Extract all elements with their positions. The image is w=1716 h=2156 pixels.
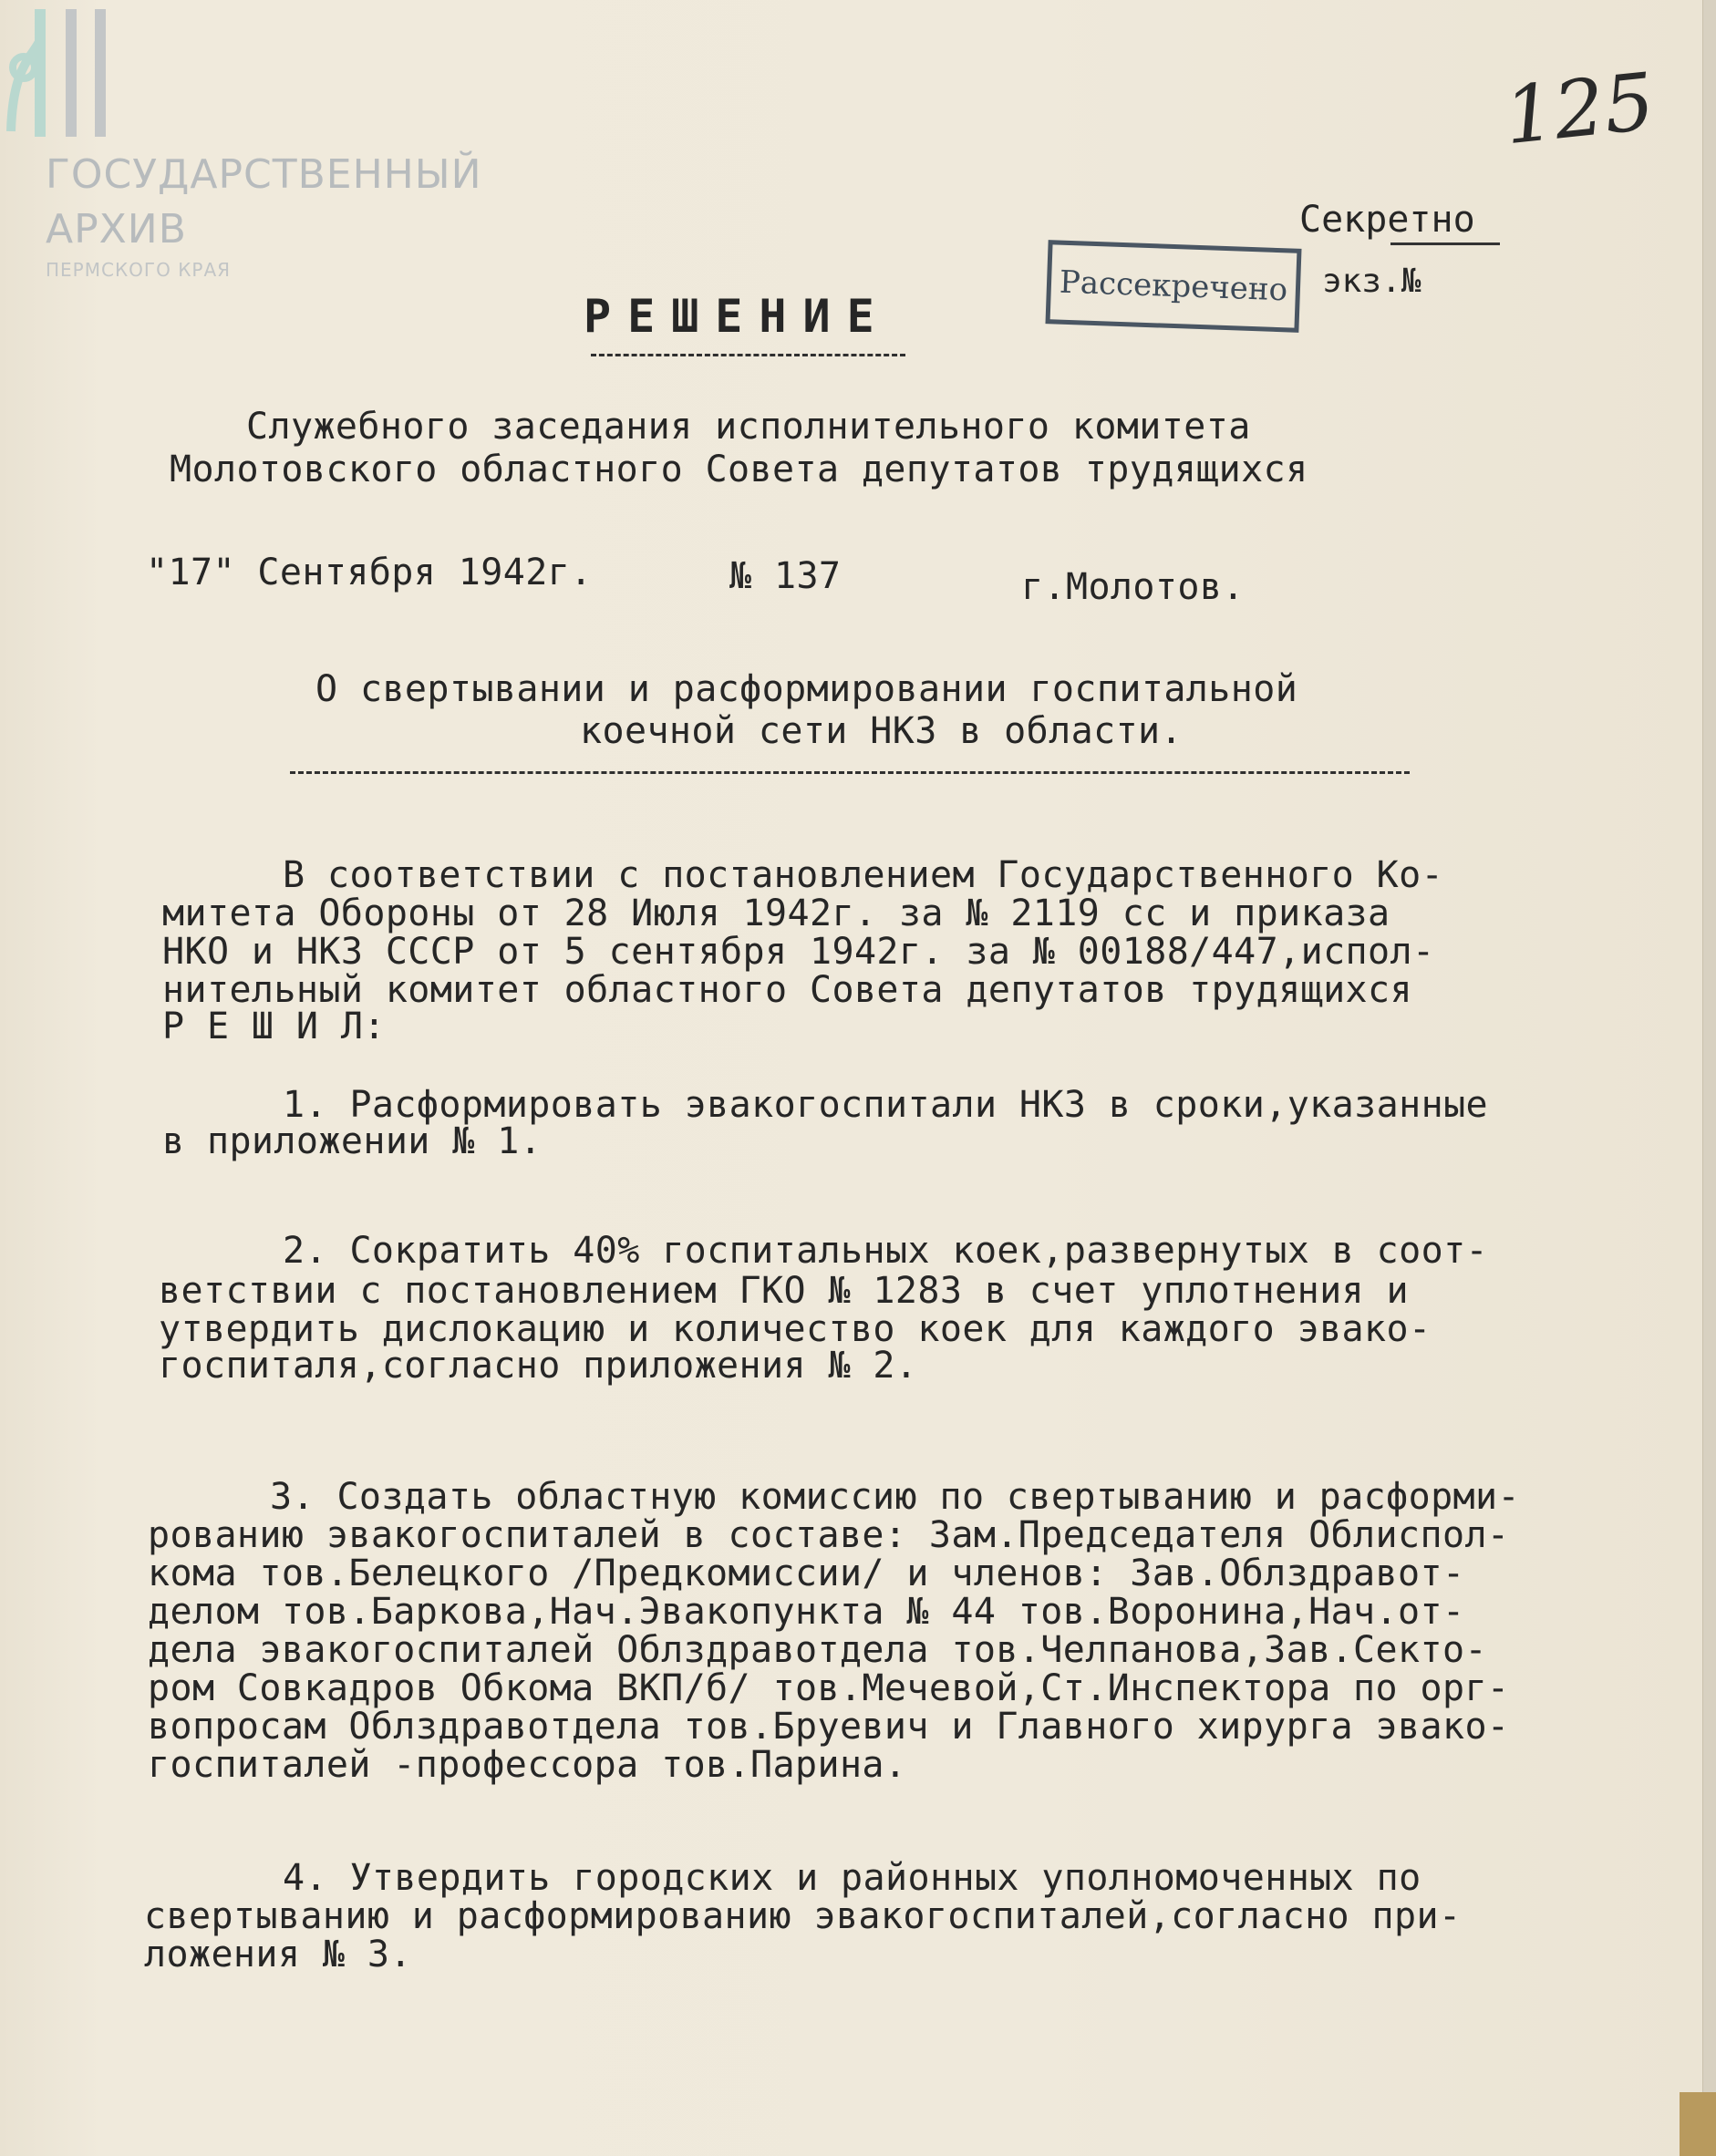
item-4-line: ложения № 3. [144, 1934, 412, 1975]
item-3-line: госпиталей -профессора тов.Парина. [148, 1744, 907, 1786]
document-date: "17" Сентября 1942г. [146, 552, 593, 593]
item-2-line: госпиталя,согласно приложения № 2. [159, 1345, 918, 1387]
preamble-line: НКО и НКЗ СССР от 5 сентября 1942г. за № 00188/447,испол- [162, 931, 1435, 973]
item-3-line: ром Совкадров Обкома ВКП/б/ тов.Мечевой,Ст.Инспектора по орг- [148, 1667, 1510, 1709]
archive-watermark [0, 0, 511, 292]
item-3-line: 3. Создать областную комиссию по свертыванию и расформи- [270, 1476, 1520, 1518]
header-line: Служебного заседания исполнительного комитета [246, 406, 1251, 448]
preamble-line: Р Е Ш И Л: [162, 1006, 386, 1047]
document-city: г.Молотов. [1021, 566, 1245, 608]
binding-corner [1680, 2092, 1716, 2156]
document-title: РЕШЕНИЕ [584, 290, 891, 343]
item-4-line: свертыванию и расформированию эвакогоспиталей,согласно при- [144, 1895, 1462, 1937]
item-3-line: делом тов.Баркова,Нач.Эвакопункта № 44 тов.Воронина,Нач.от- [148, 1591, 1465, 1633]
watermark-line-1: ГОСУДАРСТВЕННЫЙ [46, 151, 482, 198]
subject-line: О свертывании и расформировании госпитальной [315, 668, 1298, 710]
page-edge [1702, 0, 1716, 2156]
item-2-line: ветствии с постановлением ГКО № 1283 в счет уплотнения и [159, 1270, 1409, 1312]
item-3-line: дела эвакогоспиталей Облздравотдела тов.Челпанова,Зав.Секто- [148, 1629, 1487, 1671]
declassified-stamp: Рассекречено [1045, 240, 1301, 333]
item-3-line: рованию эвакогоспиталей в составе: Зам.Председателя Облиспол- [148, 1514, 1510, 1556]
item-1-line: в приложении № 1. [162, 1120, 543, 1162]
preamble-line: митета Обороны от 28 Июля 1942г. за № 2119 сс и приказа [162, 892, 1390, 934]
title-underline [591, 354, 905, 356]
watermark-line-3: ПЕРМСКОГО КРАЯ [46, 259, 232, 281]
copy-number: экз.№ [1322, 263, 1421, 300]
item-1-line: 1. Расформировать эвакогоспитали НКЗ в сроки,указанные [283, 1084, 1489, 1126]
item-2-line: 2. Сократить 40% госпитальных коек,развернутых в соот- [283, 1230, 1489, 1272]
page-number: 125 [1500, 56, 1659, 163]
subject-underline [290, 771, 1410, 774]
watermark-line-2: АРХИВ [46, 206, 187, 253]
item-3-line: вопросам Облздравотдела тов.Бруевич и Главного хирурга эвако- [148, 1706, 1510, 1748]
item-4-line: 4. Утвердить городских и районных уполномоченных по [283, 1857, 1421, 1899]
header-line: Молотовского областного Совета депутатов трудящихся [170, 449, 1308, 490]
preamble-line: нительный комитет областного Совета депутатов трудящихся [162, 969, 1412, 1011]
archive-logo-icon [4, 4, 131, 140]
item-2-line: утвердить дислокацию и количество коек для каждого эвако- [159, 1308, 1432, 1350]
item-3-line: кома тов.Белецкого /Предкомиссии/ и членов: Зав.Облздравот- [148, 1553, 1465, 1594]
document-number: № 137 [729, 555, 842, 597]
subject-line: коечной сети НКЗ в области. [580, 710, 1184, 752]
preamble-line: В соответствии с постановлением Государственного Ко- [283, 854, 1444, 896]
secrecy-label: Секретно [1299, 199, 1475, 241]
secrecy-underline [1390, 242, 1500, 245]
